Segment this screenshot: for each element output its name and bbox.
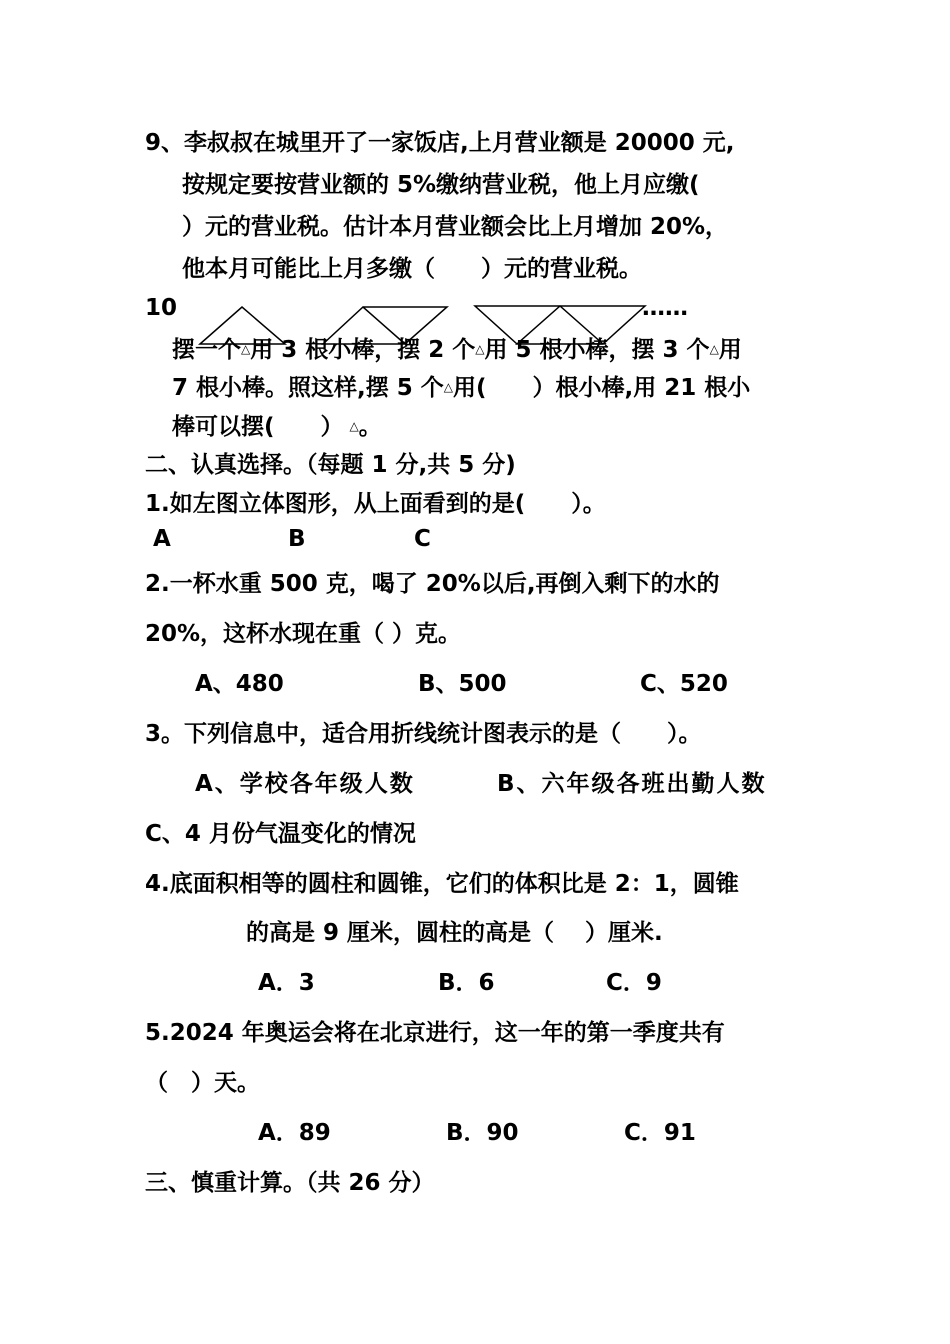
s2q5-option-b: B．90 — [446, 1120, 519, 1146]
s2q3-text: 3。下列信息中，适合用折线统计图表示的是（ ）。 — [145, 721, 702, 747]
s2q4-option-a: A．3 — [258, 970, 315, 996]
s2q2-option-a: A、480 — [195, 671, 284, 697]
q9-line2: 按规定要按营业额的 5%缴纳营业税，他上月应缴( — [182, 172, 700, 198]
s2q3-option-c: C、4 月份气温变化的情况 — [145, 821, 416, 847]
q10-line3-b: 。 — [358, 414, 382, 440]
s2q1-option-c: C — [414, 526, 431, 552]
section3-title: 三、慎重计算。（共 26 分） — [145, 1170, 435, 1196]
s2q1-option-a: A — [153, 526, 171, 552]
q9-line4: 他本月可能比上月多缴（ ）元的营业税。 — [182, 256, 642, 282]
s2q4-line1: 4.底面积相等的圆柱和圆锥，它们的体积比是 2：1，圆锥 — [145, 871, 739, 897]
s2q5-option-a: A．89 — [258, 1120, 331, 1146]
s2q3-option-a: A、学校各年级人数 — [195, 771, 415, 797]
q9-line3: ）元的营业税。估计本月营业额会比上月增加 20%， — [182, 214, 729, 240]
s2q5-line1: 5.2024 年奥运会将在北京进行，这一年的第一季度共有 — [145, 1020, 725, 1046]
q10-line2-b: 用( ）根小棒,用 21 根小 — [453, 375, 751, 401]
triangle-icon: △ — [349, 419, 359, 433]
s2q5-line2: （ ）天。 — [145, 1070, 260, 1096]
s2q1-option-b: B — [288, 526, 306, 552]
q10-line1-b: 用 3 根小棒，摆 2 个 — [250, 337, 476, 363]
s2q4-option-c: C．9 — [606, 970, 662, 996]
triangle-icon: △ — [443, 380, 454, 394]
q10-number: 10 — [145, 295, 178, 321]
section2-title: 二、认真选择。（每题 1 分,共 5 分) — [145, 452, 516, 478]
s2q2-option-b: B、500 — [418, 671, 507, 697]
q10-line3-a: 棒可以摆( ） — [172, 414, 344, 440]
triangle-icon: △ — [709, 342, 719, 356]
q10-ellipsis: …… — [642, 295, 688, 321]
q10-line1-a: 摆一个 — [172, 337, 241, 363]
q10-line1-c: 用 5 根小棒，摆 3 个 — [484, 337, 710, 363]
s2q3-option-b: B、六年级各班出勤人数 — [497, 771, 767, 797]
q10-line3 — [172, 411, 382, 442]
s2q4-line2: 的高是 9 厘米，圆柱的高是（ ）厘米. — [246, 920, 663, 946]
q9-line1: 9、李叔叔在城里开了一家饭店,上月营业额是 20000 元, — [145, 130, 735, 156]
s2q2-option-c: C、520 — [640, 671, 728, 697]
q10-line2-a: 7 根小棒。照这样,摆 5 个 — [172, 375, 444, 401]
s2q1-text: 1.如左图立体图形，从上面看到的是( ）。 — [145, 491, 606, 517]
s2q2-line2: 20%，这杯水现在重（ ）克。 — [145, 621, 462, 647]
s2q4-option-b: B．6 — [438, 970, 495, 996]
s2q5-option-c: C．91 — [624, 1120, 696, 1146]
q10-line1 — [172, 334, 742, 365]
s2q2-line1: 2.一杯水重 500 克，喝了 20%以后,再倒入剩下的水的 — [145, 571, 720, 597]
triangle-icon: △ — [241, 342, 251, 356]
triangle-icon: △ — [475, 342, 485, 356]
q10-line2 — [172, 372, 750, 403]
q10-line1-d: 用 — [718, 337, 742, 363]
